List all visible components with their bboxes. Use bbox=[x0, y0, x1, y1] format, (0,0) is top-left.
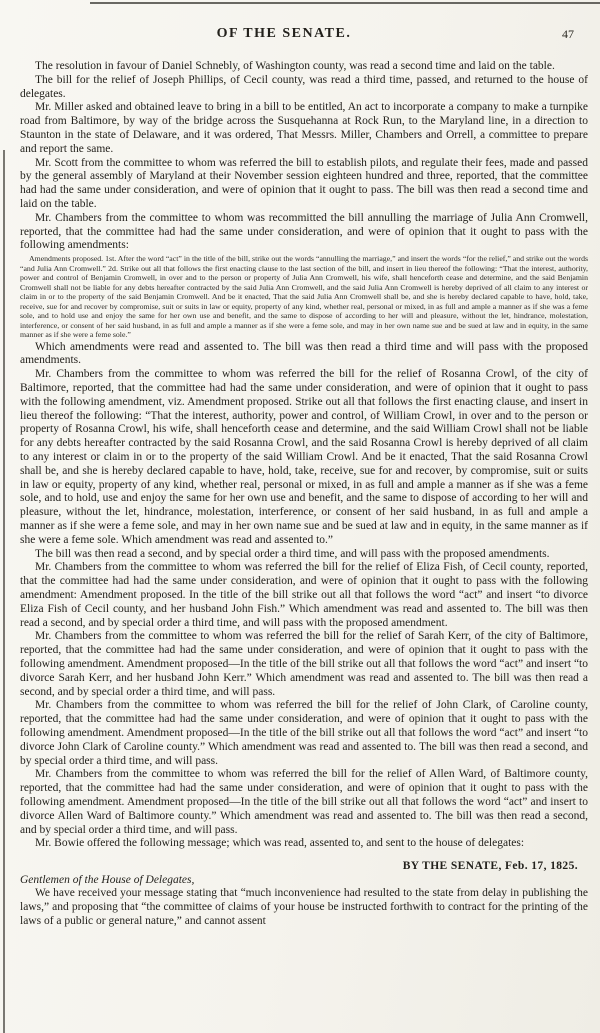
paragraph-chambers-fish: Mr. Chambers from the committee to whom was referred the bill for the relief of Eliza Fish, of Cecil county, reported, that the committee had had the same under consideration, and were of opinion that it ought to pass with the following amendment: Amendment proposed. In the title of the bill strike out all that follows the word “act” and insert “to divorce Eliza Fish of Cecil county, and her husband John Fish.” Which amendment was read and assented to. The bill was then read a second, and by special order a third time, and will pass with the proposed amendment. bbox=[20, 561, 588, 629]
paragraph-bowie-message: Mr. Bowie offered the following message; which was read, assented to, and sent to the house of delegates: bbox=[35, 837, 525, 850]
paragraph-chambers-kerr: Mr. Chambers from the committee to whom was referred the bill for the relief of Sarah Kerr, of the city of Baltimore, reported, that the committee had had the same under consideration, and were of opinion that it ought to pass with the following amendment. Amendment proposed—In the title of the bill strike out all that follows the word “act” and insert “to divorce Sarah Kerr, and her husband John Kerr.” Which amendment was read and assented to. The bill was then read a second, and by special order a third time, and will pass. bbox=[20, 630, 588, 698]
paragraph-chambers-cromwell: Mr. Chambers from the committee to whom was recommitted the bill annulling the marriage of Julia Ann Cromwell, reported, that the committee had had the same under consideration, and were of opinion that it ought to pass with the following amendments: bbox=[20, 211, 588, 252]
amendments-fine-print: Amendments proposed. 1st. After the word “act” in the title of the bill, strike out the words “annulling the marriage,” and insert the words “for the relief,” and strike out the words “and Julia Ann Cromwell.” 2d. Strike out all that follows the first enacting clause to the last section of the bill, and insert in lieu thereof the following: “That the interest, authority, power and control of Benjamin Cromwell, in over and to the person or property of Julia Ann Cromwell, his wife, shall henceforth cease and determine, and the said Benjamin Cromwell shall not be liable for any debts hereafter contracted by the said Julia Ann Cromwell, and the said Julia Ann Cromwell is hereby deprived of all claim to any interest or claim in or to the property of the said Benjamin Cromwell. And be it enacted, That the said Julia Ann Cromwell shall be, and she is hereby declared capable to have, hold, take, receive, sue for and recover by compromise, suit or suits in law or equity, property of any kind, whether real, personal or mixed, in as full and ample a manner as if she was a feme sole, and to hold use and enjoy the same for her own use and benefit, and the same to dispose of according to her will and pleasure, without the let, hindrance, molestation, interference, or consent of her said husband, in as full and ample a manner as if she were a feme sole, and may in her own name sue and be sued at law and in equity, in the same manner as if she were a feme sole.” bbox=[20, 254, 588, 340]
page-body bbox=[20, 60, 588, 929]
paragraph-scott-pilots: Mr. Scott from the committee to whom was referred the bill to establish pilots, and regulate their fees, made and passed by the general assembly of Maryland at their November session eighteen hundred and three, reported, that the committee had had the same under consideration, and were of opinion that it ought to pass. The bill was then read a second time and laid on the table. bbox=[20, 156, 588, 210]
message-salutation: Gentlemen of the House of Delegates, bbox=[20, 874, 195, 887]
paragraph-phillips-bill: The bill for the relief of Joseph Phillips, of Cecil county, was read a third time, passed, and returned to the house of delegates. bbox=[20, 73, 588, 100]
running-head-title: OF THE SENATE. bbox=[216, 26, 352, 41]
paragraph-bill-read-second: The bill was then read a second, and by special order a third time, and will pass with the proposed amendments. bbox=[35, 547, 550, 560]
paragraph-chambers-clark: Mr. Chambers from the committee to whom was referred the bill for the relief of John Clark, of Caroline county, reported, that the committee had had the same under consideration, and were of opinion that it ought to pass with the following amendment. Amendment proposed—In the title of the bill strike out all that follows the word “act” and insert “to divorce John Clark of Caroline county.” Which amendment was read and assented to. The bill was then read a second, and by special order a third time, and will pass. bbox=[20, 699, 588, 767]
page-number: 47 bbox=[562, 27, 574, 41]
message-dateline: BY THE SENATE, Feb. 17, 1825. bbox=[402, 860, 578, 873]
message-body: We have received your message stating that “much inconvenience had resulted to the state from delay in publishing the laws,” and proposing that “the committee of claims of your house be instructed forthwith to contract for the printing of the laws of a public or general nature,” and cannot assent bbox=[20, 887, 588, 927]
paragraph-chambers-ward: Mr. Chambers from the committee to whom was referred the bill for the relief of Allen Ward, of Baltimore county, reported, that the committee had had the same under consideration, and were of opinion that it ought to pass with the following amendment. Amendment proposed—In the title of the bill strike out all that follows the word “act” and insert to divorce Allen Ward of Baltimore county.” Which amendment was read and assented to. The bill was then read a second, and by special order a third time, and will pass. bbox=[20, 768, 588, 836]
paragraph-schnebly-resolution: The resolution in favour of Daniel Schnebly, of Washington county, was read a second time and laid on the table. bbox=[35, 60, 555, 72]
paragraph-miller-turnpike: Mr. Miller asked and obtained leave to bring in a bill to be entitled, An act to incorporate a company to make a turnpike road from Baltimore, by way of the bridge across the Susquehanna at Rock Run, to the Maryland line, in a direction to Staunton in the state of Delaware, and it was ordered, That Messrs. Miller, Chambers and Orrell, a committee to prepare and report the same. bbox=[20, 101, 588, 155]
paragraph-chambers-crowl: Mr. Chambers from the committee to whom was referred the bill for the relief of Rosanna Crowl, of the city of Baltimore, reported, that the committee had had the same under consideration, and were of opinion that it ought to pass with the following amendment, viz. Amendment proposed. Strike out all that follows the first enacting clause, and insert in lieu thereof the following: “That the interest, authority, power and control, of William Crowl, in over and to the person or property of Rosanna Crowl, his wife, shall henceforth cease and determine, and the said William Crowl shall not be liable for any debts hereafter contracted by the said Rosanna Crowl, and the said Rosanna Crowl is hereby deprived of all claim to any interest or claim in or to the property of the said William Crowl. And be it enacted, That the said Rosanna Crowl shall be, and she is hereby declared capable to have, hold, take, receive, sue for and recover, by compromise, suit or suits in law or equity, property of any kind, whether real, personal or mixed, in as full and ample a manner as if she was a feme sole, and to hold, use and enjoy the same for her own use and benefit, and the same to dispose of according to her will and pleasure, without the let, hindrance, molestation, interference, or consent of her said husband, in as full and ample a manner as if she were a feme sole, and may in her own name sue and be sued at law and in equity, in the same manner as if she were a feme sole. Which amendment was read and assented to.” bbox=[20, 368, 588, 546]
scan-edge-left bbox=[3, 150, 5, 1033]
paragraph-amendments-assented: Which amendments were read and assented to. The bill was then read a third time and will pass with the proposed amendments. bbox=[20, 340, 588, 367]
running-head bbox=[20, 26, 588, 48]
scan-edge-top bbox=[90, 2, 600, 4]
